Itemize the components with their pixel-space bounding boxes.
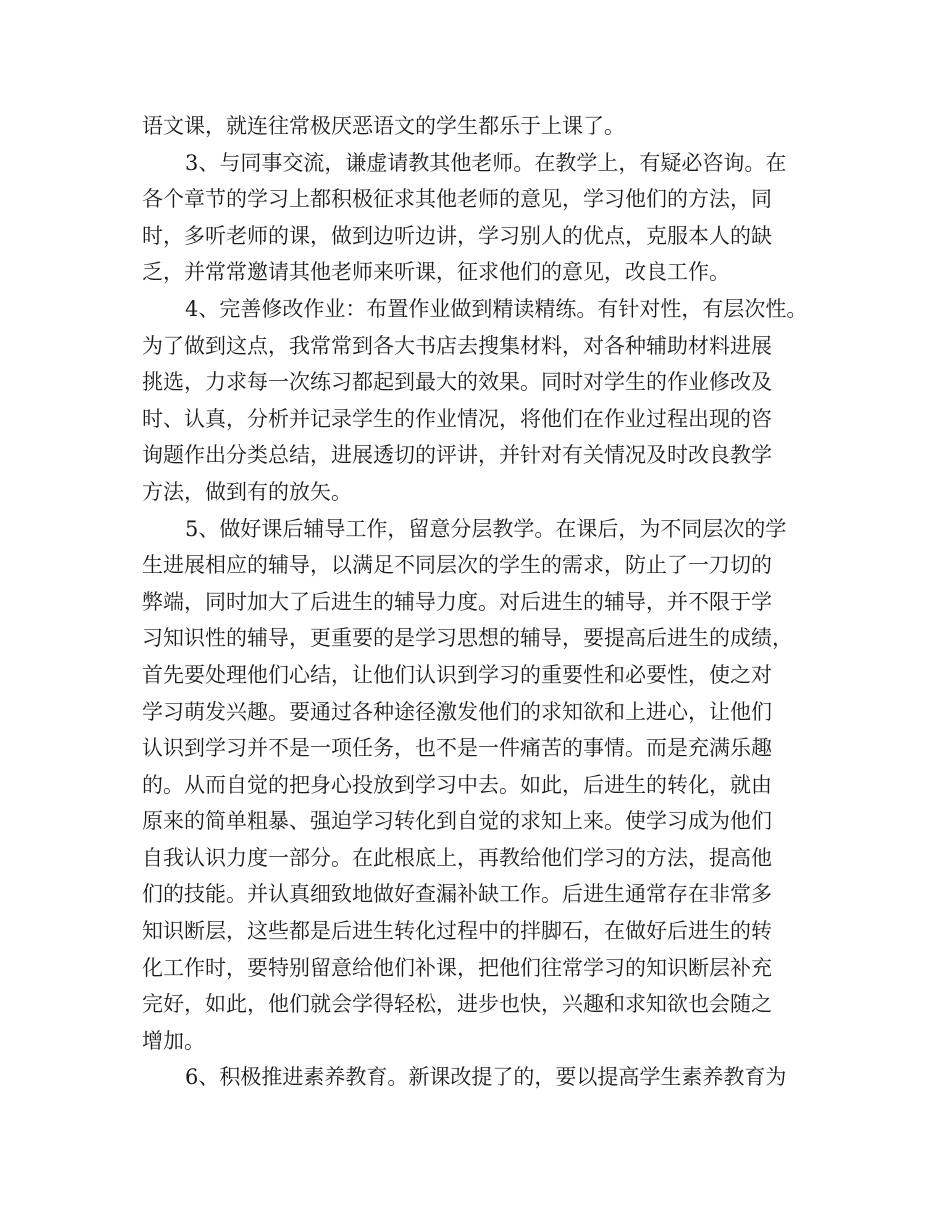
text-line: 语文课，就连往常极厌恶语文的学生都乐于上课了。	[142, 114, 625, 138]
body-text	[142, 108, 842, 1096]
text-line: 方法，做到有的放矢。	[142, 479, 352, 504]
text-line: 时、认真，分析并记录学生的作业情况，将他们在作业过程出现的咨	[142, 406, 772, 431]
text-line: 习知识性的辅导，更重要的是学习思想的辅导，要提高后进生的成绩，	[142, 626, 793, 651]
text-line: 认识到学习并不是一项任务，也不是一件痛苦的事情。而是充满乐趣	[142, 736, 772, 761]
text-line: 首先要处理他们心结，让他们认识到学习的重要性和必要性，使之对	[142, 662, 772, 687]
text-line: 们的技能。并认真细致地做好查漏补缺工作。后进生通常存在非常多	[142, 882, 772, 907]
text-line: 自我认识力度一部分。在此根底上，再教给他们学习的方法，提高他	[142, 845, 772, 870]
text-line: 学习萌发兴趣。要通过各种途径激发他们的求知欲和上进心，让他们	[142, 699, 772, 724]
paragraph-6-start: 6、积极推进素养教育。新课改提了的，要以提高学生素养教育为	[185, 1065, 787, 1090]
paragraph-4-start: 4、完善修改作业：布置作业做到精读精练。有针对性，有层次性。	[185, 296, 808, 321]
paragraph-3-start: 3、与同事交流，谦虚请教其他老师。在教学上，有疑必咨询。在	[185, 150, 787, 175]
text-line: 挑选，力求每一次练习都起到最大的效果。同时对学生的作业修改及	[142, 370, 772, 395]
text-line: 的。从而自觉的把身心投放到学习中去。如此，后进生的转化，就由	[142, 772, 772, 797]
paragraph-5-start: 5、做好课后辅导工作，留意分层教学。在课后，为不同层次的学	[185, 516, 787, 541]
text-line: 化工作时，要特别留意给他们补课，把他们往常学习的知识断层补充	[142, 955, 772, 980]
text-line: 乏，并常常邀请其他老师来听课，征求他们的意见，改良工作。	[142, 260, 730, 285]
text-line: 原来的简单粗暴、强迫学习转化到自觉的求知上来。使学习成为他们	[142, 809, 772, 834]
text-line: 生进展相应的辅导，以满足不同层次的学生的需求，防止了一刀切的	[142, 553, 772, 578]
text-line: 增加。	[142, 1028, 205, 1053]
text-line: 询题作出分类总结，进展透切的评讲，并针对有关情况及时改良教学	[142, 443, 772, 468]
text-line: 时，多听老师的课，做到边听边讲，学习别人的优点，克服本人的缺	[142, 223, 772, 248]
text-line: 知识断层，这些都是后进生转化过程中的拌脚石，在做好后进生的转	[142, 919, 772, 944]
text-line: 弊端，同时加大了后进生的辅导力度。对后进生的辅导，并不限于学	[142, 589, 772, 614]
text-line: 完好，如此，他们就会学得轻松，进步也快，兴趣和求知欲也会随之	[142, 992, 772, 1017]
text-line: 为了做到这点，我常常到各大书店去搜集材料，对各种辅助材料进展	[142, 333, 772, 358]
text-line: 各个章节的学习上都积极征求其他老师的意见，学习他们的方法，同	[142, 187, 772, 212]
